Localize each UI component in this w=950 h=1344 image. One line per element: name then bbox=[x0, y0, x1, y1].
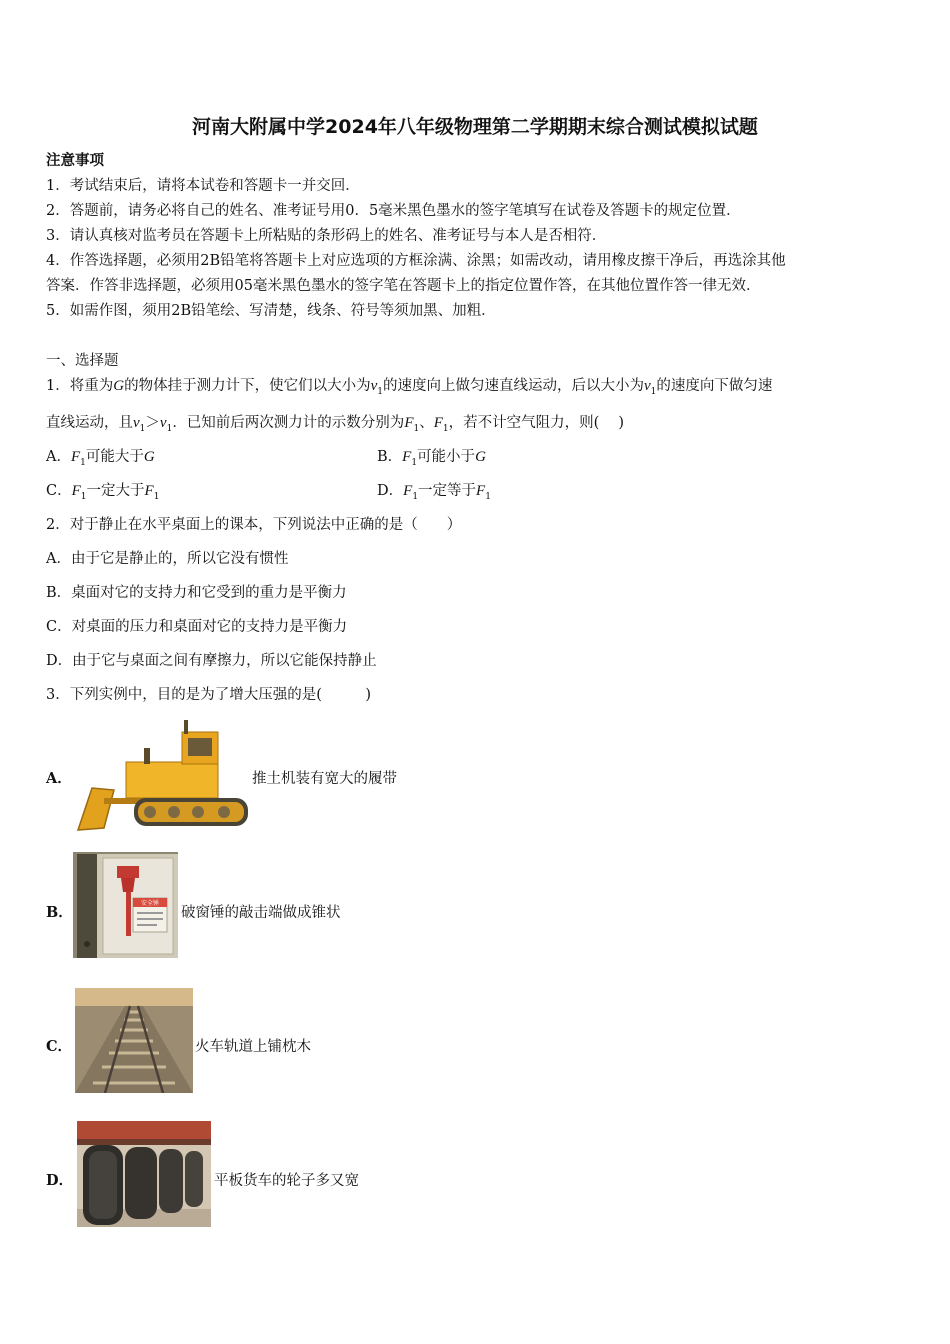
question-2-option-b[interactable]: B．桌面对它的支持力和它受到的重力是平衡力 bbox=[46, 585, 347, 601]
question-1-option-c[interactable]: C．$F_1$一定大于$F_1$ bbox=[46, 483, 160, 502]
emergency-hammer-image bbox=[73, 852, 178, 958]
notice-item: 答案．作答非选择题，必须用05毫米黑色墨水的签字笔在答题卡上的指定位置作答，在其他位置作答一律无效． bbox=[46, 278, 761, 294]
question-3-option-a-text[interactable]: 推土机装有宽大的履带 bbox=[252, 771, 397, 787]
question-2-option-a[interactable]: A．由于它是静止的，所以它没有惯性 bbox=[46, 551, 289, 567]
notice-item: 3．请认真核对监考员在答题卡上所粘贴的条形码上的姓名、准考证号与本人是否相符． bbox=[46, 228, 607, 244]
question-2-stem: 2．对于静止在水平桌面上的课本，下列说法中正确的是（ ） bbox=[46, 517, 462, 533]
question-1-line-1: 1．将重为G的物体挂于测力计下，使它们以大小为$v_1$的速度向上做匀速直线运动，后以大小为$v_1$的速度向下做匀速 bbox=[46, 378, 773, 397]
notice-heading: 注意事项 bbox=[46, 152, 104, 169]
question-1-line-2: 直线运动，且$v_1>v_1$．已知前后两次测力计的示数分别为$F_1$、$F_1$，若不计空气阻力，则( ) bbox=[46, 415, 625, 434]
railway-track-image bbox=[75, 988, 193, 1093]
question-3-stem: 3．下列实例中，目的是为了增大压强的是( ) bbox=[46, 687, 372, 703]
question-3-option-a-letter[interactable]: A． bbox=[46, 770, 72, 787]
page-title: 河南大附属中学2024年八年级物理第二学期期末综合测试模拟试题 bbox=[192, 116, 758, 138]
question-3-option-d-text[interactable]: 平板货车的轮子多又宽 bbox=[214, 1173, 359, 1189]
hammer-sign-label: 安全锤 bbox=[140, 900, 160, 907]
section-heading: 一、选择题 bbox=[46, 353, 119, 369]
question-1-option-b[interactable]: B．$F_1$可能小于G bbox=[377, 449, 486, 468]
bulldozer-image bbox=[74, 718, 250, 832]
question-3-option-d-letter[interactable]: D． bbox=[46, 1172, 74, 1189]
question-3-option-c-letter[interactable]: C． bbox=[46, 1038, 73, 1055]
notice-item: 4．作答选择题，必须用2B铅笔将答题卡上对应选项的方框涂满、涂黑；如需改动，请用橡皮擦干净后，再选涂其他 bbox=[46, 253, 786, 269]
notice-item: 5．如需作图，须用2B铅笔绘、写清楚，线条、符号等须加黑、加粗． bbox=[46, 303, 496, 319]
question-3-option-b-letter[interactable]: B． bbox=[46, 904, 73, 921]
question-1-option-d[interactable]: D．$F_1$一定等于$F_1$ bbox=[377, 483, 491, 502]
question-3-option-c-text[interactable]: 火车轨道上铺枕木 bbox=[195, 1039, 311, 1055]
question-2-option-c[interactable]: C．对桌面的压力和桌面对它的支持力是平衡力 bbox=[46, 619, 348, 635]
notice-item: 2．答题前，请务必将自己的姓名、准考证号用0．5毫米黑色墨水的签字笔填写在试卷及答题卡的规定位置． bbox=[46, 203, 741, 219]
question-2-option-d[interactable]: D．由于它与桌面之间有摩擦力，所以它能保持静止 bbox=[46, 653, 377, 669]
notice-item: 1．考试结束后，请将本试卷和答题卡一并交回． bbox=[46, 178, 360, 194]
question-1-option-a[interactable]: A．$F_1$可能大于G bbox=[46, 449, 155, 468]
question-3-option-b-text[interactable]: 破窗锤的敲击端做成锥状 bbox=[181, 905, 341, 921]
flatbed-truck-wheels-image bbox=[77, 1121, 211, 1227]
